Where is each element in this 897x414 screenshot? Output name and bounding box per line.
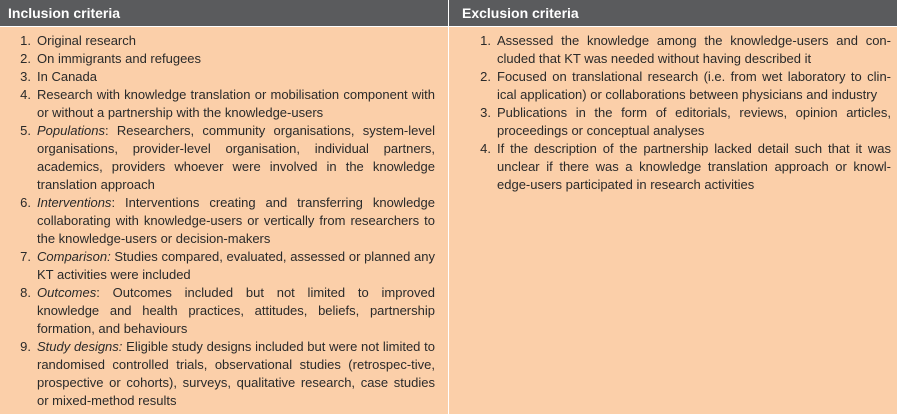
item-text: Publications in the form of editorials, reviews, opinion articles, proceedings or conceptual analyses [497, 105, 891, 138]
inclusion-criteria-cell [0, 27, 449, 414]
item-number: 5. [20, 123, 31, 138]
list-item [20, 50, 435, 68]
item-text: : Researchers, community organisations, system-level organisations, provider-level organisation, individual partners, academics, providers whoever were involved in the knowledge translation approach [37, 123, 435, 192]
item-text: Assessed the knowledge among the knowledge-users and con-cluded that KT was needed without having described it [497, 33, 891, 66]
item-number: 2. [20, 51, 31, 66]
list-item [480, 32, 891, 68]
list-item [480, 140, 891, 194]
item-text: If the description of the partnership lacked detail such that it was unclear if there was a knowledge translation approach or knowl-edge-users participated in research activities [497, 141, 891, 192]
inclusion-criteria-list [0, 32, 448, 410]
table-header-row [0, 0, 897, 27]
item-number: 4. [20, 87, 31, 102]
item-category-label: Study designs: [37, 339, 123, 354]
exclusion-criteria-header: Exclusion criteria [462, 5, 579, 21]
list-item [480, 68, 891, 104]
item-number: 6. [20, 195, 31, 210]
list-item [20, 248, 435, 284]
list-item [20, 32, 435, 50]
item-text: Research with knowledge translation or mobilisation component with or without a partnership with the knowledge-users [37, 87, 435, 120]
list-item [20, 338, 435, 410]
item-text: Focused on translational research (i.e. from wet laboratory to clin-ical application) or collaborations between physicians and industry [497, 69, 891, 102]
item-number: 9. [20, 339, 31, 354]
item-text: On immigrants and refugees [37, 51, 202, 66]
item-text: Original research [37, 33, 136, 48]
list-item [480, 104, 891, 140]
item-number: 2. [480, 69, 491, 84]
item-number: 1. [20, 33, 31, 48]
inclusion-criteria-header: Inclusion criteria [0, 0, 449, 26]
item-number: 3. [20, 69, 31, 84]
item-number: 1. [480, 33, 491, 48]
item-text: : Interventions creating and transferring knowledge collaborating with knowledge-users or vertically from researchers to the knowledge-users or decision-makers [37, 195, 435, 246]
item-number: 4. [480, 141, 491, 156]
list-item [20, 68, 435, 86]
item-text: Studies compared, evaluated, assessed or planned any KT activities were included [37, 249, 435, 282]
exclusion-criteria-cell [449, 27, 897, 414]
item-category-label: Populations [37, 123, 105, 138]
item-category-label: Outcomes [37, 285, 97, 300]
list-item [20, 122, 435, 194]
item-number: 8. [20, 285, 31, 300]
list-item [20, 86, 435, 122]
item-category-label: Comparison: [37, 249, 111, 264]
item-text: In Canada [37, 69, 97, 84]
item-number: 7. [20, 249, 31, 264]
table-body-row [0, 27, 897, 414]
list-item [20, 284, 435, 338]
item-number: 3. [480, 105, 491, 120]
item-category-label: Interventions [37, 195, 112, 210]
list-item [20, 194, 435, 248]
item-text: Eligible study designs included but were not limited to randomised controlled trials, observational studies (retrospec-tive, prospective or cohorts), surveys, qualitative research, case studies or mixed-method results [37, 339, 435, 408]
item-text: : Outcomes included but not limited to improved knowledge and health practices, attitudes, beliefs, partnership formation, and behaviours [37, 285, 435, 336]
exclusion-criteria-list [462, 32, 897, 194]
